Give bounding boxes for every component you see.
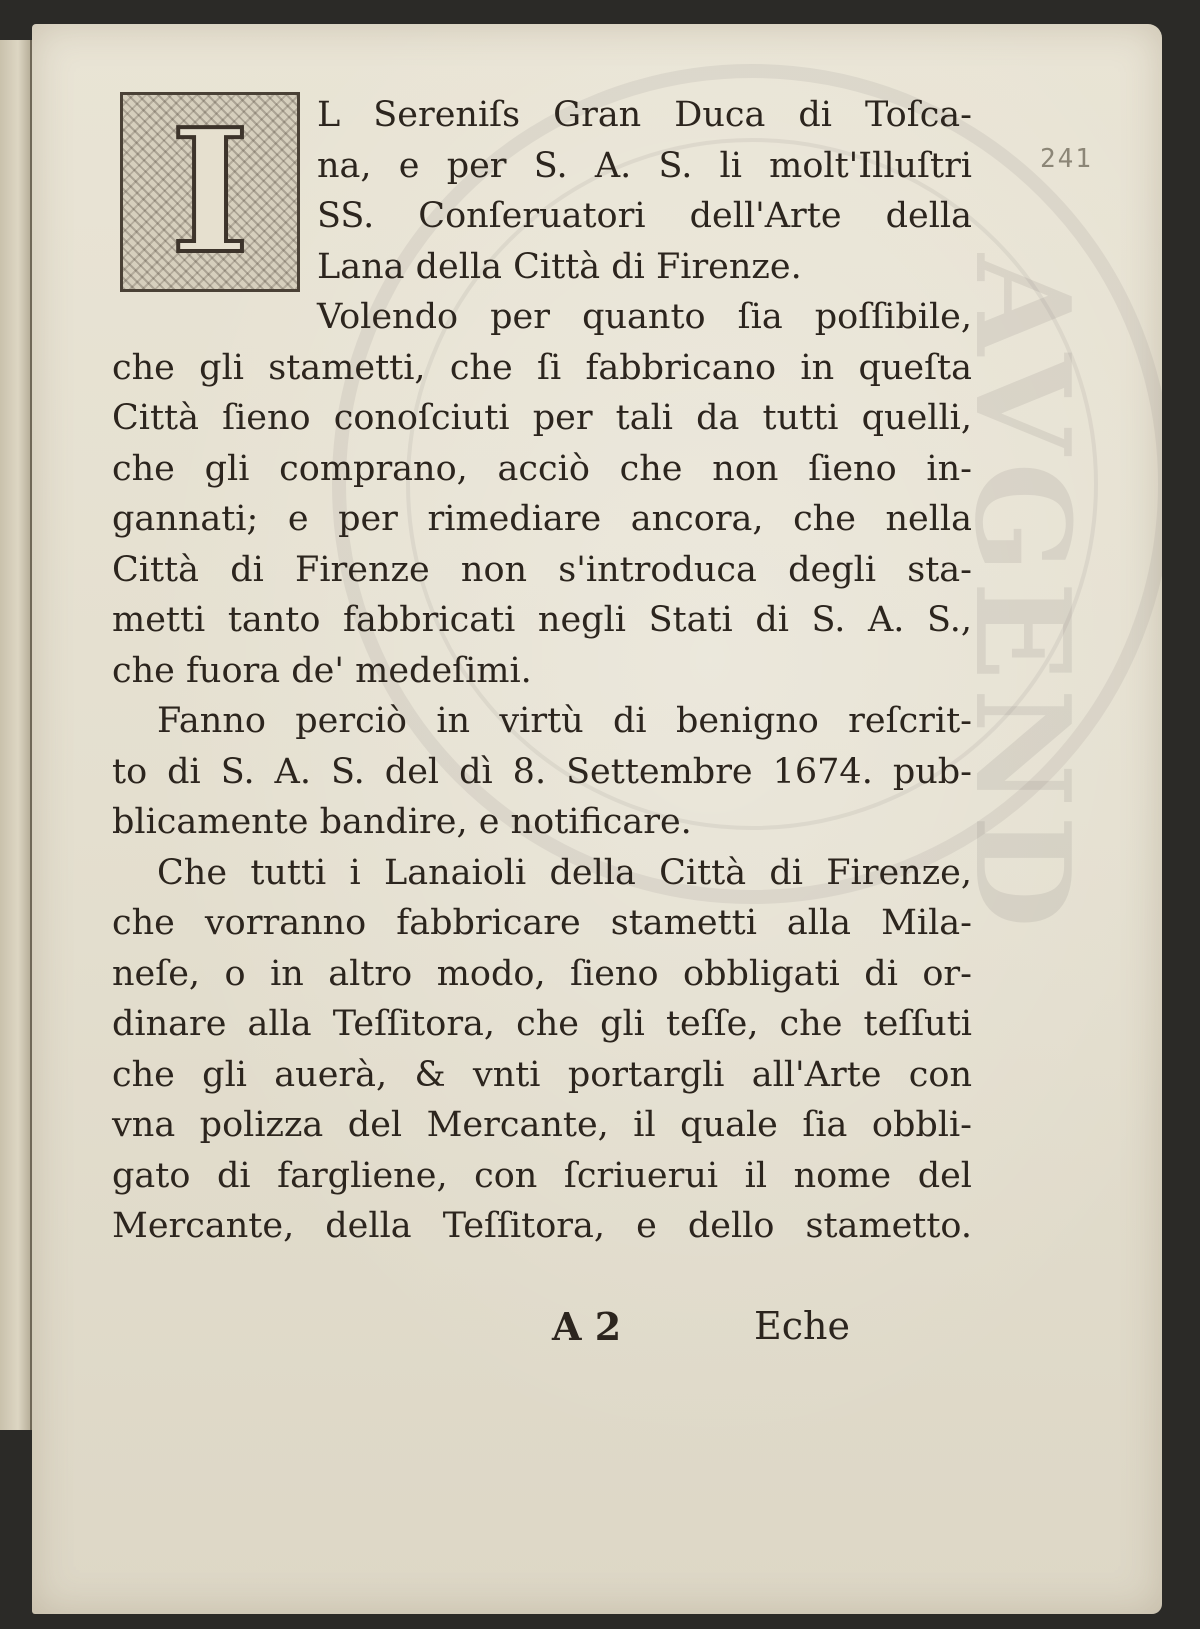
text-line: che gli comprano, acciò che non ſieno in- [112, 448, 972, 489]
signature-mark: A 2 [552, 1304, 622, 1349]
text-line: Città ſieno conoſciuti per tali da tutti quelli, [112, 398, 972, 438]
text-line: che gli auerà, & vnti portargli all'Arte con [112, 1054, 972, 1095]
text-line: na, e per S. A. S. li molt'Illuſtri [317, 145, 972, 186]
text-line: SS. Conſeruatori dell'Arte della [317, 196, 972, 236]
folio-number: 241 [1040, 144, 1093, 174]
text-line: to di S. A. S. del dì 8. Settembre 1674. pub- [112, 751, 972, 792]
text-line: Lana della Città di Firenze. [317, 246, 802, 287]
text-line: neſe, o in altro modo, ſieno obbligati di or- [112, 953, 972, 994]
text-line: L Sereniſs Gran Duca di Toſca- [317, 95, 972, 135]
body-text [112, 90, 972, 1252]
text-line: che fuora de' medeſimi. [112, 650, 532, 691]
text-line: che vorranno fabbricare stametti alla Mila- [112, 903, 972, 943]
text-line: blicamente bandire, e notificare. [112, 802, 692, 842]
document-page [32, 24, 1162, 1614]
text-line: che gli stametti, che ſi fabbricano in queſta [112, 347, 972, 388]
text-line: gannati; e per rimediare ancora, che nella [112, 499, 972, 539]
page-footer [32, 1304, 1162, 1354]
text-line: dinare alla Teſſitora, che gli teſſe, che teſſuti [112, 1004, 972, 1044]
text-line: Mercante, della Teſſitora, e dello stametto. [112, 1206, 972, 1246]
text-line: gato di fargliene, con ſcriuerui il nome del [112, 1155, 972, 1196]
library-stamp-text: AVGEND [946, 254, 1099, 936]
drop-cap-letter: I [170, 92, 250, 292]
text-line: metti tanto fabbricati negli Stati di S. A. S., [112, 600, 972, 640]
catchword: Eche [754, 1304, 850, 1348]
facing-page-edge [0, 40, 32, 1430]
text-line: Che tutti i Lanaioli della Città di Firenze, [157, 852, 972, 893]
text-line: Città di Firenze non s'introduca degli sta- [112, 549, 972, 590]
text-line: Fanno perciò in virtù di benigno reſcrit- [157, 701, 972, 741]
text-line: vna polizza del Mercante, il quale ſia obbli- [112, 1105, 972, 1145]
text-line: Volendo per quanto ſia poſſibile, [317, 297, 972, 337]
